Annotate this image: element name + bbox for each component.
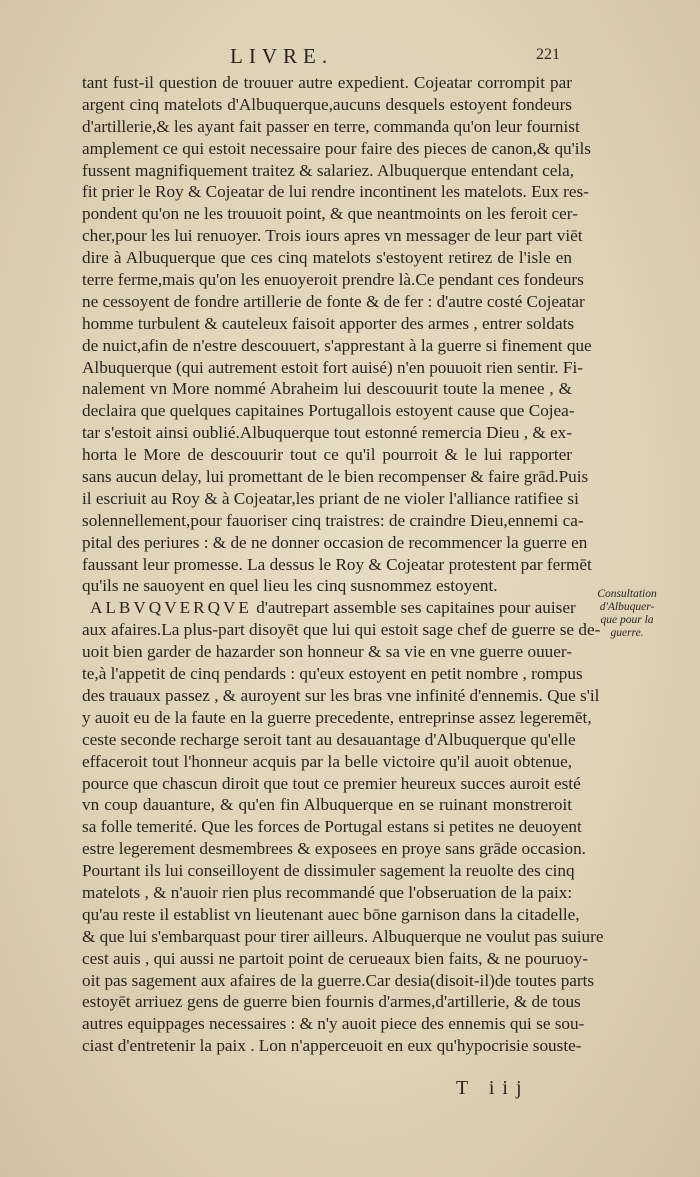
text-line: ne cessoyent de fondre artillerie de fonte & de fer : d'autre costé Cojeatar: [82, 291, 585, 311]
body-text: [82, 72, 604, 1057]
text-line: autres equippages necessaires : & n'y auoit piece des ennemis qui se sou-: [82, 1014, 585, 1034]
text-line: vn coup dauanture, & qu'en fin Albuquerque en se ruinant monstreroit: [82, 795, 572, 815]
margin-note-line: que pour la: [600, 614, 654, 626]
small-caps-word: ALBVQVERQVE: [90, 598, 252, 618]
text-line: faussant leur promesse. La dessus le Roy & Cojeatar protestent par fermēt: [82, 554, 592, 574]
text-line: Albuquerque (qui autrement estoit fort auisé) n'en pouuoit rien sentir. Fi-: [82, 357, 583, 377]
text-line: des trauaux passez , & auroyent sur les bras vne infinité d'ennemis. Que s'il: [82, 685, 600, 705]
text-line: il escriuit au Roy & à Cojeatar,les priant de ne violer l'alliance ratifiee si: [82, 488, 579, 508]
text-line: d'artillerie,& les ayant fait passer en terre, commanda qu'on leur fournist: [82, 116, 580, 136]
text-line: fussent magnifiquement traitez & salariez. Albuquerque entendant cela,: [82, 160, 575, 180]
text-line: sa folle temerité. Que les forces de Portugal estans si petites ne deuoyent: [82, 817, 582, 837]
text-line: ALBVQVERQVE d'autrepart assemble ses capitaines pour auiser: [90, 598, 576, 618]
text-line: ciast d'entretenir la paix . Lon n'apperceuoit en eux qu'hypocrisie souste-: [82, 1036, 582, 1056]
text-line: cest auis , qui aussi ne partoit point de cerueaux bien faits, & ne pouruoy-: [82, 948, 588, 968]
text-line: terre ferme,mais qu'on les enuoyeroit prendre là.Ce pendant ces fondeurs: [82, 270, 584, 290]
text-line: pital des periures : & de ne donner occasion de recommencer la guerre en: [82, 532, 588, 552]
page-number: 221: [536, 46, 560, 63]
text-line: qu'ils ne sauoyent en quel lieu les cinq susnommez estoyent.: [82, 576, 498, 596]
text-line: nalement vn More nommé Abraheim lui descouurit toute la menee , &: [82, 379, 572, 399]
text-line: uoit bien garder de hazarder son honneur & sa vie en vne guerre ouuer-: [82, 642, 572, 662]
text-line: effaceroit tout l'honneur acquis par la belle victoire qu'il auoit obtenue,: [82, 751, 572, 771]
text-line: ceste seconde recharge seroit tant au desauantage d'Albuquerque qu'elle: [82, 729, 576, 749]
text-line: te,à l'appetit de cinq pendards : qu'eux estoyent en petit nombre , rompus: [82, 664, 583, 684]
text-line: declaira que quelques capitaines Portugallois estoyent cause que Cojea-: [82, 401, 575, 421]
text-line: estre legerement desmembrees & exposees en proye sans grāde occasion.: [82, 839, 586, 859]
text-line: oit pas sagement aux afaires de la guerre.Car desia(disoit-il)de toutes parts: [82, 970, 595, 990]
text-line: Pourtant ils lui conseilloyent de dissimuler sagement la reuolte des cinq: [82, 861, 575, 881]
text-line: pondent qu'on ne les trouuoit point, & que neantmoints on les feroit cer-: [82, 204, 578, 224]
text-line: tant fust-il question de trouuer autre expedient. Cojeatar corrompit par: [82, 73, 572, 92]
margin-note-line: d'Albuquer-: [599, 601, 655, 613]
text-line: sans aucun delay, lui promettant de le bien recompenser & faire grād.Puis: [82, 467, 589, 487]
text-line: cher,pour les lui renuoyer. Trois iours apres vn messager de leur part viēt: [82, 226, 583, 246]
text-line: dire à Albuquerque que ces cinq matelots s'estoyent retirez de l'isle en: [82, 248, 572, 268]
text-line: y auoit eu de la faute en la guerre precedente, entreprinse assez legeremēt,: [82, 707, 592, 727]
margin-note-line: Consultation: [597, 588, 657, 600]
margin-note-line: guerre.: [610, 627, 644, 639]
text-line: aux afaires.La plus-part disoyēt que lui qui estoit sage chef de guerre se de-: [82, 620, 601, 640]
running-head: LIVRE.: [230, 44, 334, 68]
text-line: tar s'estoit ainsi oublié.Albuquerque tout estonné remercia Dieu , & ex-: [82, 423, 572, 443]
text-line: matelots , & n'auoir rien plus recommandé que l'obseruation de la paix:: [82, 882, 573, 902]
text-line: amplement ce qui estoit necessaire pour faire des pieces de canon,& qu'ils: [82, 138, 591, 158]
text-line: de nuict,afin de n'estre descouuert, s'apprestant à la guerre si finement que: [82, 335, 592, 355]
text-line: argent cinq matelots d'Albuquerque,aucuns desquels estoyent fondeurs: [82, 94, 572, 114]
text-line: qu'au reste il establist vn lieutenant auec bōne garnison dans la citadelle,: [82, 904, 580, 924]
signature-mark: T iij: [456, 1077, 530, 1099]
text-line: & que lui s'embarquast pour tirer ailleurs. Albuquerque ne voulut pas suiure: [82, 926, 604, 946]
margin-note: [577, 588, 677, 640]
text-line: solennellement,pour fauoriser cinq traistres: de craindre Dieu,ennemi ca-: [82, 510, 584, 530]
text-line: fit prier le Roy & Cojeatar de lui rendre incontinent les matelots. Eux res-: [82, 182, 589, 202]
text-line: horta le More de descouurir tout ce qu'il pourroit & le lui rapporter: [82, 445, 572, 465]
text-line: homme turbulent & cauteleux faisoit apporter des armes , entrer soldats: [82, 313, 575, 333]
text-line: pource que chascun diroit que tout ce premier heureux succes auroit esté: [82, 773, 581, 793]
text-line: estoyēt arriuez gens de guerre bien fournis d'armes,d'artillerie, & de tous: [82, 992, 581, 1012]
